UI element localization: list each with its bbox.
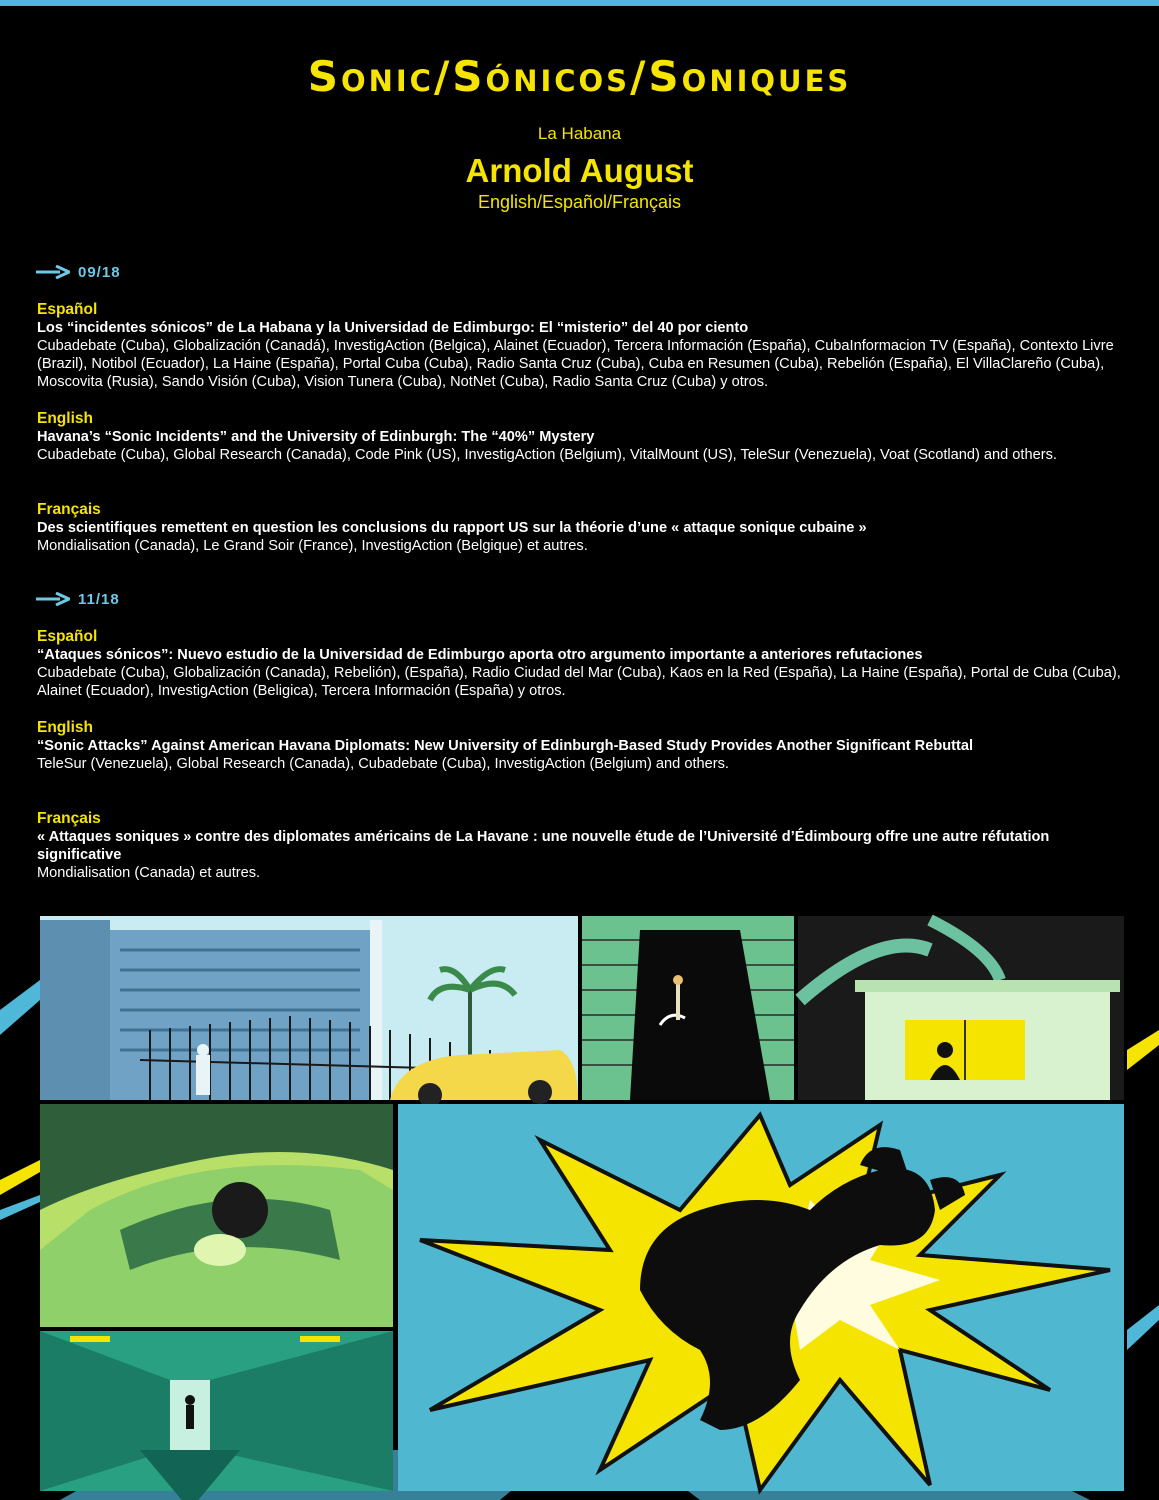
entry-headline[interactable]: “Ataques sónicos”: Nuevo estudio de la Universidad de Edimburgo aporta otro argumento importante a anteriores refutaciones (37, 647, 923, 663)
panel-shadow-figure (582, 916, 794, 1100)
panel-hallway (40, 1331, 393, 1500)
section-date-label: 11/18 (78, 590, 120, 608)
comic-illustration (0, 910, 1159, 1500)
section-date-1118 (36, 589, 120, 609)
arrow-right-icon (36, 265, 70, 279)
entry-language: English (37, 719, 93, 736)
panel-burst (398, 1104, 1124, 1491)
entry-es-1118 (37, 628, 1122, 700)
entry-en-1118 (37, 719, 1122, 773)
entry-outlets: Cubadebate (Cuba), Global Research (Canada), Code Pink (US), InvestigAction (Belgium), VitalMount (US), TeleSur (Venezuela), Voat (Scotland) and others. (37, 447, 1057, 463)
entry-outlets: Cubadebate (Cuba), Globalización (Canada), Rebelión), (España), Radio Ciudad del Mar (Cuba), Kaos en la Red (España), La Haine (España), Portal de Cuba (Cuba), Alainet (Ecuador), InvestigAction (Beligica), Tercera Información (España) y otros. (37, 665, 1121, 699)
panel-house (798, 916, 1124, 1100)
entry-outlets: Mondialisation (Canada) et autres. (37, 865, 261, 881)
entry-outlets: Mondialisation (Canada), Le Grand Soir (France), InvestigAction (Belgique) et autres. (37, 538, 588, 554)
entry-en-0918 (37, 410, 1122, 464)
entry-language: English (37, 410, 93, 427)
entry-language: Español (37, 628, 98, 645)
location-label: La Habana (537, 124, 622, 143)
panel-embassy (40, 916, 578, 1107)
languages-label: English/Español/Français (477, 192, 682, 212)
section-date-label: 09/18 (78, 263, 121, 281)
page-title: Sonic/Sónicos/Soniques (307, 52, 852, 101)
entry-outlets: TeleSur (Venezuela), Global Research (Canada), Cubadebate (Cuba), InvestigAction (Belgium) and others. (37, 756, 729, 772)
entry-headline[interactable]: « Attaques soniques » contre des diplomates américains de La Havane : une nouvelle étude de l’Université d’Édimbourg offre une autre réfutation significative (37, 829, 1050, 863)
arrow-right-icon (36, 592, 70, 606)
author-name: Arnold August (465, 152, 694, 189)
entry-language: Français (37, 810, 101, 827)
entry-language: Español (37, 301, 98, 318)
entry-headline[interactable]: Des scientifiques remettent en question les conclusions du rapport US sur la théorie d’une « attaque sonique cubaine » (37, 520, 867, 536)
entry-headline[interactable]: Havana’s “Sonic Incidents” and the University of Edinburgh: The “40%” Mystery (37, 429, 595, 445)
entry-es-0918 (37, 301, 1122, 391)
entry-headline[interactable]: Los “incidentes sónicos” de La Habana y la Universidad de Edimburgo: El “misterio” del 40 por ciento (37, 320, 749, 336)
entry-fr-1118 (37, 810, 1122, 882)
panel-car (40, 1104, 393, 1327)
entry-fr-0918 (37, 501, 1122, 555)
entry-headline[interactable]: “Sonic Attacks” Against American Havana Diplomats: New University of Edinburgh-Based Study Provides Another Significant Rebuttal (37, 738, 974, 754)
section-date-0918 (36, 262, 121, 282)
top-border (0, 0, 1159, 6)
entry-outlets: Cubadebate (Cuba), Globalización (Canadá), InvestigAction (Belgica), Alainet (Ecuador), Tercera Información (España), CubaInformacion TV (España), Contexto Livre (Brazil), Notibol (Ecuador), La Haine (España), Portal Cuba (Cuba), Radio Santa Cruz (Cuba), Cuba en Resumen (Cuba), Rebelión (España), El VillaClareño (Cuba), Moscovita (Rusia), Sando Visión (Cuba), Vision Tunera (Cuba), NotNet (Cuba), Radio Santa Cruz (Cuba) y otros. (37, 338, 1114, 390)
entry-language: Français (37, 501, 101, 518)
